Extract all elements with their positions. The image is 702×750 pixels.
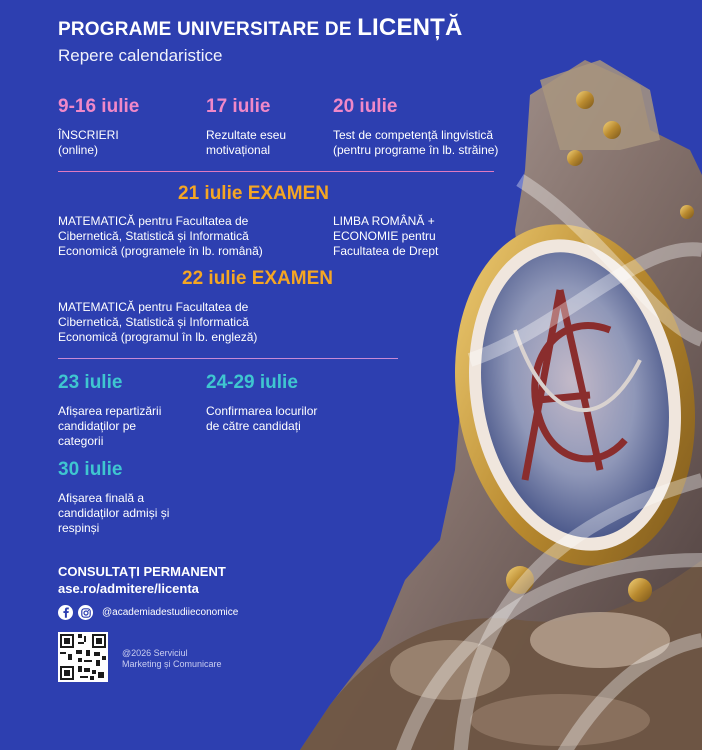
poster-title: [58, 14, 463, 42]
date-confirmation: 24-29 iulie: [206, 372, 298, 393]
consult-heading: CONSULTAȚI PERMANENT: [58, 564, 226, 579]
instagram-icon[interactable]: [78, 605, 93, 620]
exam-21-math: MATEMATICĂ pentru Facultatea de Cibernetică, Statistică și Informatică Economică (programele în lb. română): [58, 214, 263, 258]
copyright-text: @2026 Serviciul Marketing și Comunicare: [122, 648, 222, 669]
date-allocation: 23 iulie: [58, 372, 123, 393]
social-row: [58, 605, 238, 620]
desc-allocation: Afișarea repartizării candidaților pe categorii: [58, 404, 162, 448]
exam-heading-22: 22 iulie EXAMEN: [182, 268, 333, 289]
qr-code: [58, 632, 108, 682]
admission-link[interactable]: ase.ro/admitere/licenta: [58, 581, 199, 596]
desc-essay-results: Rezultate eseu motivațional: [206, 128, 287, 157]
social-handle[interactable]: @academiadestudiieconomice: [102, 607, 239, 618]
desc-final-results: Afișarea finală a candidaților admiși și respinși: [58, 491, 170, 535]
section-divider: [58, 171, 494, 172]
date-final-results: 30 iulie: [58, 459, 123, 480]
desc-confirmation: Confirmarea locurilor de către candidați: [206, 404, 318, 433]
exam-21-law: LIMBA ROMÂNĂ + ECONOMIE pentru Facultatea de Drept: [333, 214, 439, 258]
section-divider: [58, 358, 398, 359]
facebook-icon[interactable]: [58, 605, 73, 620]
exam-22-math: MATEMATICĂ pentru Facultatea de Cibernetică, Statistică și Informatică Economică (programul în lb. engleză): [58, 300, 258, 344]
date-essay-results: 17 iulie: [206, 96, 271, 117]
exam-heading-21: 21 iulie EXAMEN: [178, 183, 329, 204]
title-prefix: PROGRAME UNIVERSITARE DE: [58, 19, 358, 40]
desc-language-test: Test de competență lingvistică (pentru programe în lb. străine): [333, 128, 499, 157]
date-enrollment: 9-16 iulie: [58, 96, 140, 117]
desc-enrollment: ÎNSCRIERI (online): [58, 128, 119, 157]
title-emphasis: LICENȚĂ: [357, 14, 463, 41]
date-language-test: 20 iulie: [333, 96, 398, 117]
poster-subtitle: Repere calendaristice: [58, 46, 223, 65]
